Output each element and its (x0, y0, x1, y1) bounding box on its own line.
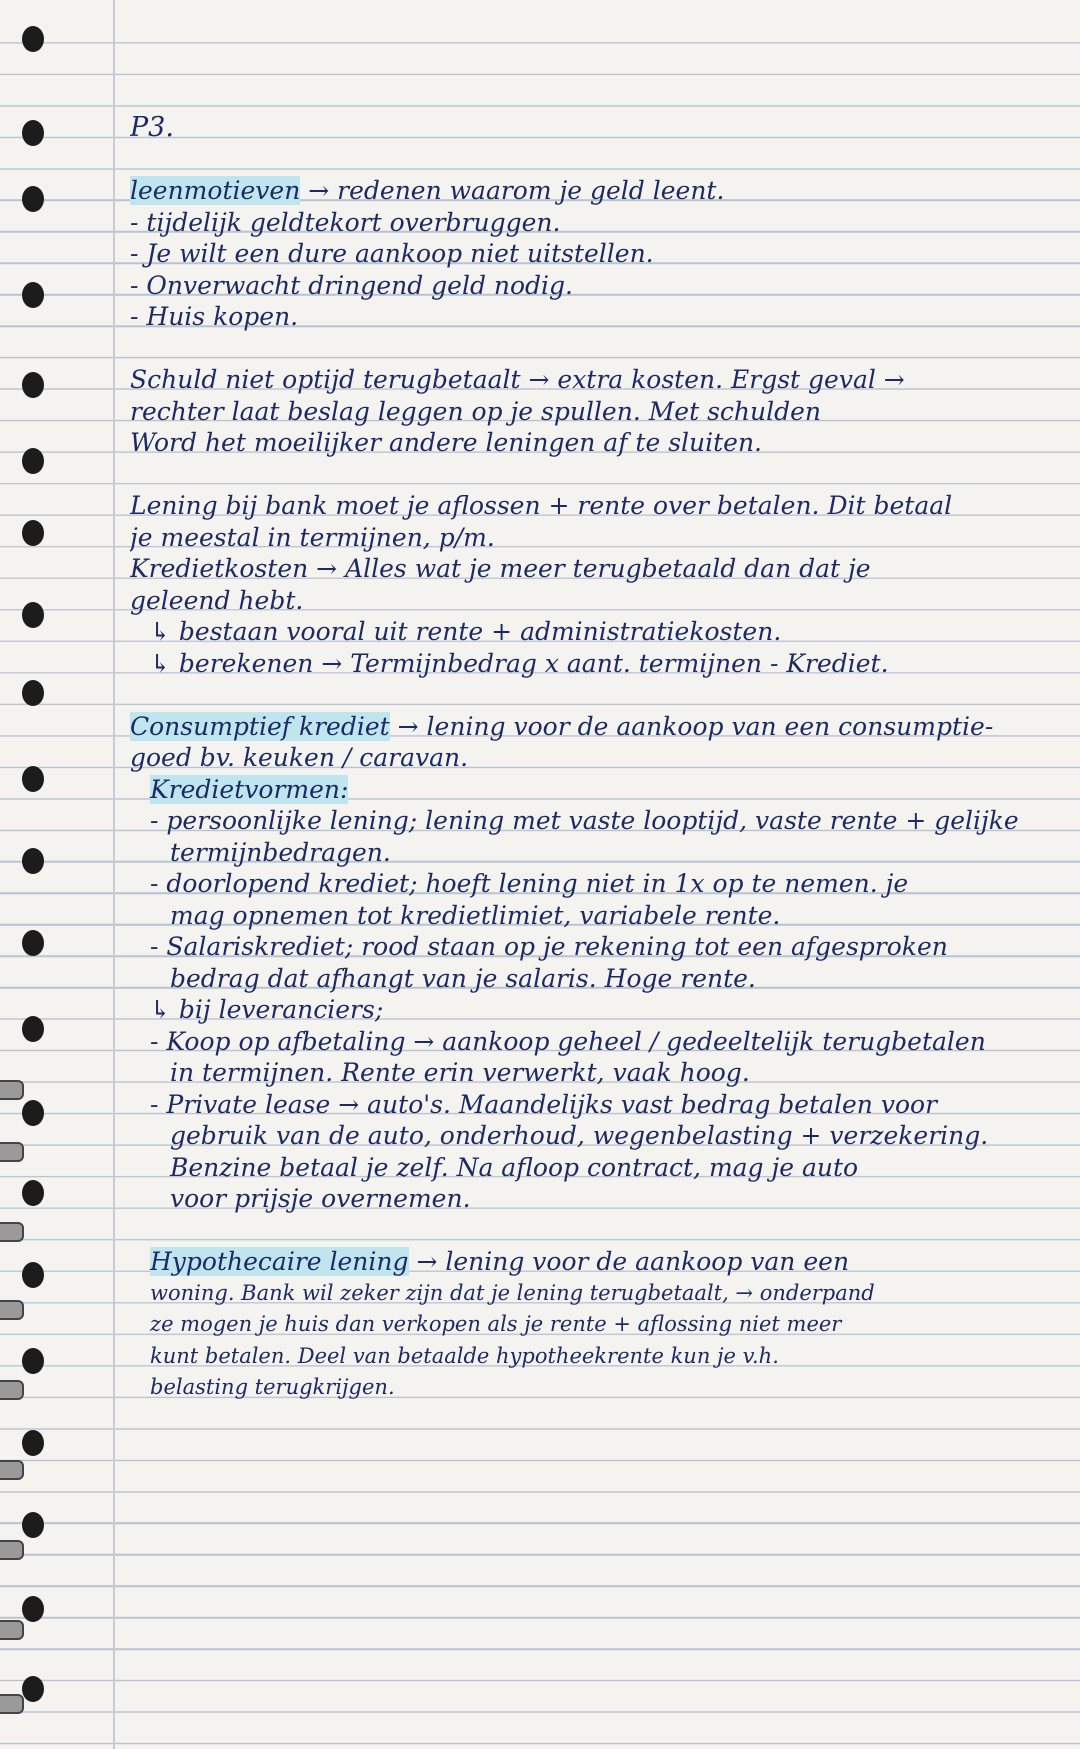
binder-hole (22, 1262, 44, 1288)
binder-ring (0, 1222, 24, 1242)
consumptief-krediet-heading (130, 711, 1060, 743)
hypothecaire-lening-heading (130, 1246, 1060, 1278)
term-consumptief-krediet: Consumptief krediet (130, 711, 390, 741)
supplier-line: in termijnen. Rente erin verwerkt, vaak hoog. (170, 1058, 750, 1087)
binder-hole (22, 848, 44, 874)
kredietkosten-line: Kredietkosten → Alles wat je meer terugbetaald dan dat je (130, 554, 871, 583)
list-item: - Je wilt een dure aankoop niet uitstellen. (130, 239, 654, 268)
supplier-line: voor prijsje overnemen. (170, 1184, 471, 1213)
text-line: woning. Bank wil zeker zijn dat je lening terugbetaalt, → onderpand (150, 1280, 875, 1305)
page-label: P3. (130, 112, 174, 143)
supplier-line: Benzine betaal je zelf. Na afloop contract, mag je auto (170, 1152, 859, 1182)
binder-ring (0, 1620, 24, 1640)
binder-hole (22, 1180, 44, 1206)
form-line: - doorlopend krediet; hoeft lening niet in 1x op te nemen. je (150, 869, 909, 898)
text-line: belasting terugkrijgen. (150, 1375, 395, 1399)
binder-hole (22, 448, 44, 474)
text-line: Lening bij bank moet je aflossen + rente over betalen. Dit betaal (130, 491, 953, 520)
term-kredietvormen: Kredietvormen: (150, 774, 349, 804)
binder-ring (0, 1142, 24, 1162)
text-line: ze mogen je huis dan verkopen als je rente + aflossing niet meer (150, 1312, 842, 1336)
binder-hole (22, 1100, 44, 1126)
binder-hole (22, 680, 44, 706)
binder-hole (22, 26, 44, 52)
kredietvormen-title (130, 774, 1060, 806)
leenmotieven-heading (130, 175, 1060, 207)
binder-hole (22, 1430, 44, 1456)
form-line: mag opnemen tot kredietlimiet, variabele rente. (170, 900, 781, 930)
handwritten-notes (130, 112, 1060, 1404)
binder-hole (22, 1596, 44, 1622)
binder-hole (22, 520, 44, 546)
binder-hole (22, 1676, 44, 1702)
term-hypothecaire-lening: Hypothecaire lening (150, 1247, 409, 1276)
binder-ring (0, 1300, 24, 1320)
binder-hole (22, 930, 44, 956)
binder-hole (22, 186, 44, 212)
list-item: - Onverwacht dringend geld nodig. (130, 270, 574, 300)
supplier-line: - Koop op afbetaling → aankoop geheel / gedeeltelijk terugbetalen (150, 1026, 986, 1056)
text-line: je meestal in termijnen, p/m. (130, 522, 495, 552)
suppliers-title: ↳ bij leveranciers; (150, 995, 384, 1024)
binder-hole (22, 1016, 44, 1042)
definition-consumptief-krediet: → lening voor de aankoop van een consumptie- (397, 711, 994, 741)
binder-hole (22, 1512, 44, 1538)
binder-hole (22, 282, 44, 308)
form-line: bedrag dat afhangt van je salaris. Hoge rente. (170, 963, 756, 993)
text-line: Schuld niet optijd terugbetaalt → extra kosten. Ergst geval → (130, 365, 905, 394)
binder-ring (0, 1080, 24, 1100)
binder-hole (22, 1348, 44, 1374)
form-line: termijnbedragen. (170, 837, 391, 867)
kredietkosten-line: geleend hebt. (130, 585, 304, 615)
binder-ring (0, 1540, 24, 1560)
form-line: - persoonlijke lening; lening met vaste looptijd, vaste rente + gelijke (150, 806, 1019, 835)
branch-line: ↳ bestaan vooral uit rente + administratiekosten. (150, 617, 782, 646)
text-line: kunt betalen. Deel van betaalde hypotheekrente kun je v.h. (150, 1343, 779, 1368)
binder-hole (22, 602, 44, 628)
text-line: goed bv. keuken / caravan. (130, 743, 469, 772)
list-item: - tijdelijk geldtekort overbruggen. (130, 207, 561, 237)
binder-hole (22, 372, 44, 398)
supplier-line: gebruik van de auto, onderhoud, wegenbelasting + verzekering. (170, 1121, 989, 1150)
binder-hole (22, 120, 44, 146)
definition-leenmotieven: → redenen waarom je geld leent. (308, 176, 725, 205)
list-item: - Huis kopen. (130, 302, 299, 331)
definition-hypothecaire-lening: → lening voor de aankoop van een (416, 1247, 850, 1276)
binder-ring (0, 1460, 24, 1480)
text-line: rechter laat beslag leggen op je spullen. Met schulden (130, 396, 822, 426)
term-leenmotieven: leenmotieven (130, 176, 301, 205)
branch-line: ↳ berekenen → Termijnbedrag x aant. termijnen - Krediet. (150, 648, 889, 678)
binder-ring (0, 1380, 24, 1400)
margin-line (113, 0, 115, 1749)
text-line: Word het moeilijker andere leningen af te sluiten. (130, 428, 763, 457)
binder-hole (22, 766, 44, 792)
form-line: - Salariskrediet; rood staan op je rekening tot een afgesproken (150, 932, 948, 961)
supplier-line: - Private lease → auto's. Maandelijks vast bedrag betalen voor (150, 1089, 938, 1119)
binder-ring (0, 1694, 24, 1714)
